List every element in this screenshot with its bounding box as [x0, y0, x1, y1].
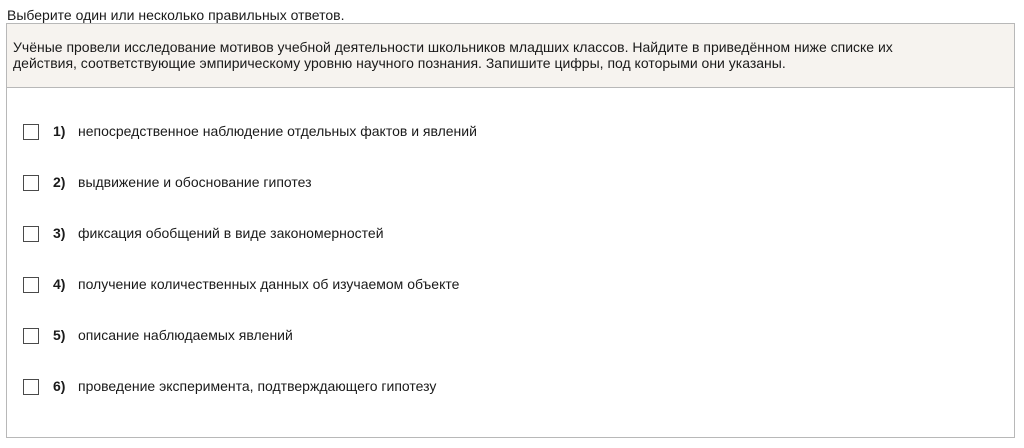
option-3[interactable]	[7, 220, 707, 250]
option-label: описание наблюдаемых явлений	[78, 327, 293, 343]
option-label: проведение эксперимента, подтверждающего гипотезу	[78, 378, 437, 394]
question-text	[7, 24, 1014, 88]
option-5[interactable]	[7, 322, 707, 352]
instruction-text: Выберите один или несколько правильных ответов.	[7, 7, 345, 23]
question-card	[6, 23, 1015, 438]
question-line-1: Учёные провели исследование мотивов учебной деятельности школьников младших классов. Найдите в приведённом ниже списке их	[13, 39, 893, 55]
checkbox[interactable]	[23, 226, 39, 242]
checkbox[interactable]	[23, 277, 39, 293]
checkbox[interactable]	[23, 379, 39, 395]
option-4[interactable]	[7, 271, 707, 301]
option-label: фиксация обобщений в виде закономерностей	[78, 225, 384, 241]
option-1[interactable]	[7, 118, 707, 148]
option-number: 6)	[53, 378, 66, 394]
question-line-2: действия, соответствующие эмпирическому уровню научного познания. Запишите цифры, под которыми они указаны.	[13, 55, 786, 71]
option-number: 2)	[53, 174, 66, 190]
option-6[interactable]	[7, 373, 707, 403]
checkbox[interactable]	[23, 124, 39, 140]
option-label: выдвижение и обоснование гипотез	[78, 174, 312, 190]
checkbox[interactable]	[23, 175, 39, 191]
option-number: 1)	[53, 123, 66, 139]
option-number: 5)	[53, 327, 66, 343]
option-number: 4)	[53, 276, 66, 292]
option-label: получение количественных данных об изучаемом объекте	[78, 276, 460, 292]
option-label: непосредственное наблюдение отдельных фактов и явлений	[78, 123, 477, 139]
option-number: 3)	[53, 225, 66, 241]
option-2[interactable]	[7, 169, 707, 199]
checkbox[interactable]	[23, 328, 39, 344]
